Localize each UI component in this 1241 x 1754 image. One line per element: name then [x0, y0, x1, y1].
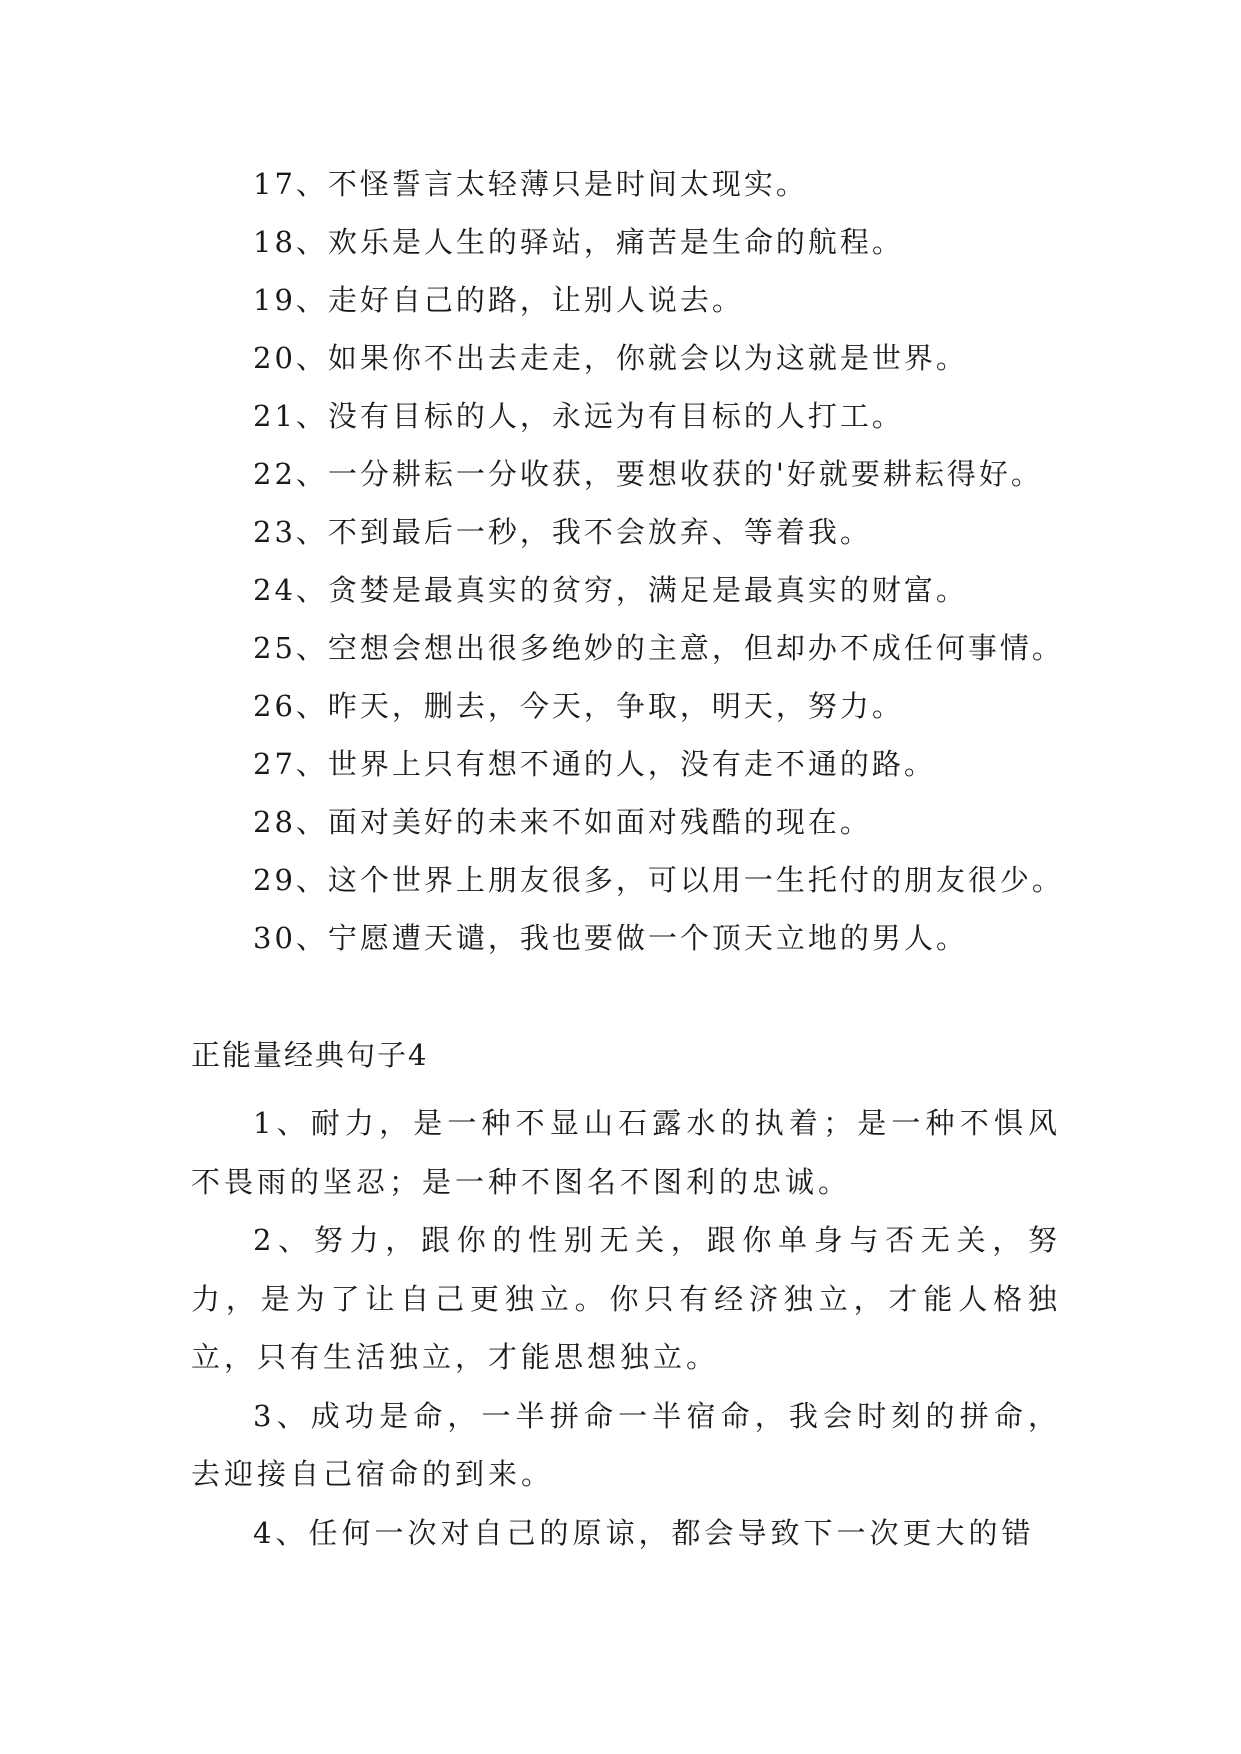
paragraph: 2、努力，跟你的性别无关，跟你单身与否无关，努力，是为了让自己更独立。你只有经济独立，才能人格独立，只有生活独立，才能思想独立。 [191, 1223, 1061, 1374]
list-item: 18、欢乐是人生的驿站，痛苦是生命的航程。 [253, 225, 904, 259]
list-item: 30、宁愿遭天谴，我也要做一个顶天立地的男人。 [253, 921, 968, 955]
list-item: 27、世界上只有想不通的人，没有走不通的路。 [253, 747, 936, 781]
paragraph-block [191, 1094, 1061, 1562]
paragraph: 3、成功是命，一半拼命一半宿命，我会时刻的拼命，去迎接自己宿命的到来。 [191, 1398, 1061, 1491]
list-item: 19、走好自己的路，让别人说去。 [253, 283, 744, 317]
list-item: 29、这个世界上朋友很多，可以用一生托付的朋友很少。 [253, 863, 1064, 897]
list-item: 17、不怪誓言太轻薄只是时间太现实。 [253, 167, 808, 201]
paragraph: 1、耐力，是一种不显山石露水的执着；是一种不惧风不畏雨的坚忍；是一种不图名不图利的忠诚。 [191, 1106, 1061, 1199]
list-item: 28、面对美好的未来不如面对残酷的现在。 [253, 805, 872, 839]
list-item: 26、昨天，删去，今天，争取，明天，努力。 [253, 689, 904, 723]
list-item: 21、没有目标的人，永远为有目标的人打工。 [253, 399, 904, 433]
list-item: 22、一分耕耘一分收获，要想收获的'好就要耕耘得好。 [253, 457, 1043, 491]
paragraph: 4、任何一次对自己的原谅，都会导致下一次更大的错 [253, 1515, 1035, 1550]
list-item: 24、贪婪是最真实的贫穷，满足是最真实的财富。 [253, 573, 968, 607]
list-item: 20、如果你不出去走走，你就会以为这就是世界。 [253, 341, 968, 375]
list-item: 25、空想会想出很多绝妙的主意，但却办不成任何事情。 [253, 631, 1064, 665]
section-heading: 正能量经典句子4 [191, 1038, 429, 1072]
quote-list [253, 160, 1153, 972]
list-item: 23、不到最后一秒，我不会放弃、等着我。 [253, 515, 872, 549]
